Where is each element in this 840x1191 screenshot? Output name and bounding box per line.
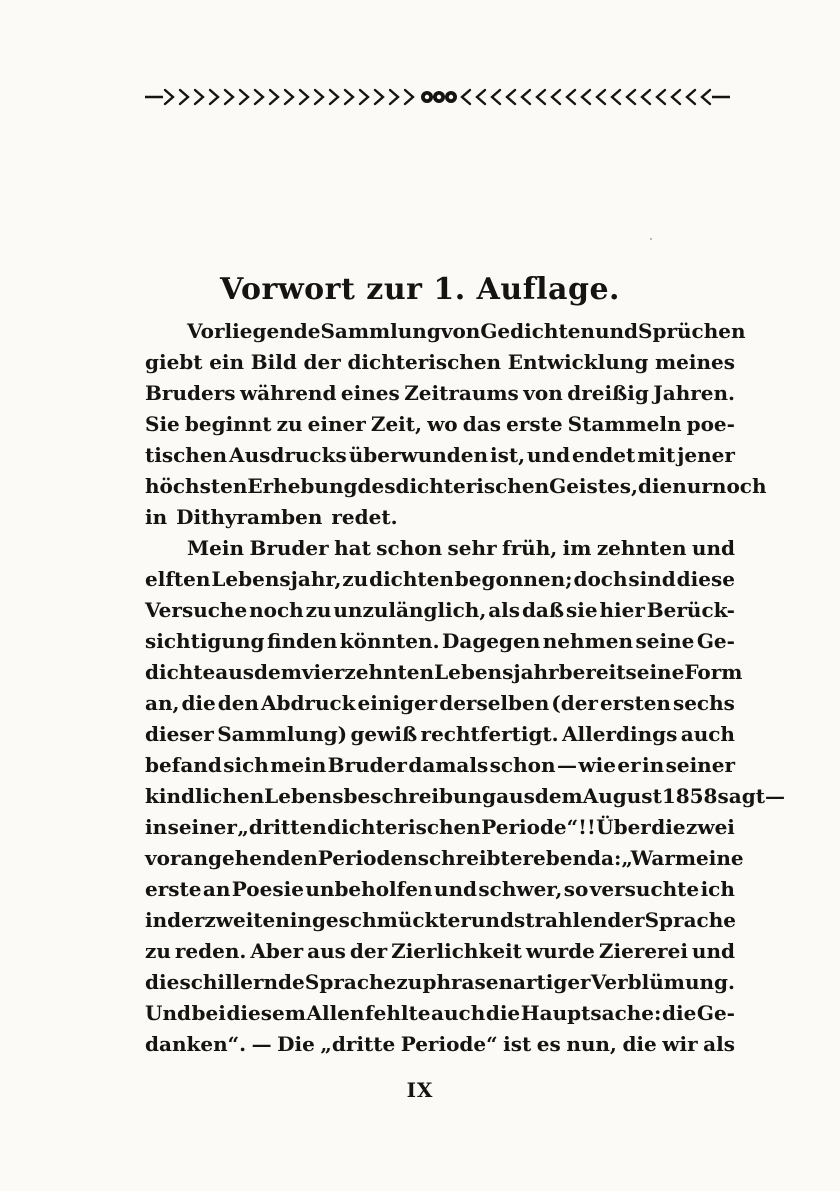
body-text: [145, 316, 785, 1060]
text-line: in Dithyramben redet.: [145, 505, 398, 529]
text-line: die schillernde Sprache zu phrasenartiger Verblümung.: [145, 970, 735, 994]
text-line: in seiner „dritten dichterischen Periode“!! Über die zwei: [145, 815, 735, 839]
text-line: Sie beginnt zu einer Zeit, wo das erste Stammeln poe-: [145, 412, 735, 436]
text-line: Und bei diesem Allen fehlte auch die Hauptsache: die Ge-: [145, 1001, 735, 1025]
text-line: Versuche noch zu unzulänglich, als daß sie hier Berück-: [145, 598, 735, 622]
text-line: erste an Poesie unbeholfen und schwer, so versuchte ich: [145, 877, 735, 901]
text-line: Mein Bruder hat schon sehr früh, im zehnten und: [187, 536, 735, 560]
text-line: danken“. — Die „dritte Periode“ ist es nun, die wir als: [145, 1032, 735, 1056]
paper-speck: [650, 238, 652, 240]
page-title: Vorwort zur 1. Auflage.: [220, 272, 620, 307]
text-line: dichte aus dem vierzehnten Lebensjahr bereits eine Form: [145, 660, 743, 684]
text-line: an, die den Abdruck einiger derselben (der ersten sechs: [145, 691, 735, 715]
text-line: vorangehenden Perioden schreibt er ebenda: „War meine: [145, 846, 744, 870]
ornament-rule: [145, 86, 730, 108]
text-line: befand sich mein Bruder damals schon — wie er in seiner: [145, 753, 735, 777]
text-line: höchsten Erhebung des dichterischen Geistes, die nur noch: [145, 474, 767, 498]
text-line: Bruders während eines Zeitraums von dreißig Jahren.: [145, 381, 735, 405]
text-line: in der zweiten in geschmückter und strahlender Sprache: [145, 908, 736, 932]
page-number: IX: [406, 1078, 434, 1102]
text-line: giebt ein Bild der dichterischen Entwicklung meines: [145, 350, 735, 374]
text-line: sichtigung finden könnten. Dagegen nehmen seine Ge-: [145, 629, 735, 653]
text-line: dieser Sammlung) gewiß rechtfertigt. Allerdings auch: [145, 722, 735, 746]
text-line: Vorliegende Sammlung von Gedichten und Sprüchen: [187, 319, 746, 343]
text-line: elften Lebensjahr, zu dichten begonnen; doch sind diese: [145, 567, 735, 591]
text-line: zu reden. Aber aus der Zierlichkeit wurde Ziererei und: [145, 939, 735, 963]
text-line: kindlichen Lebensbeschreibung aus dem August 1858 sagt —: [145, 784, 785, 808]
text-line: tischen Ausdrucks überwunden ist, und endet mit jener: [145, 443, 735, 467]
